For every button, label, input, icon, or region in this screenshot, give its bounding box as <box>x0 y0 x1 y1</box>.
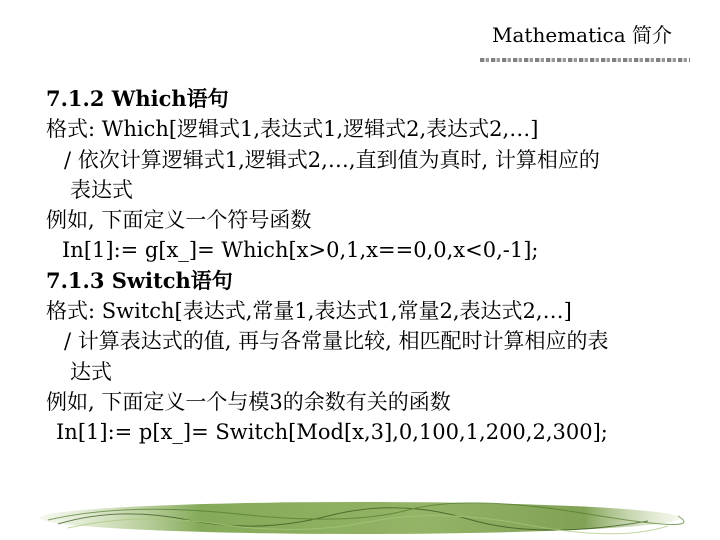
slide-content <box>46 84 706 448</box>
switch-description-line-2: 达式 <box>70 359 112 384</box>
switch-example-code: In[1]:= p[x_]= Switch[Mod[x,3],0,100,1,200,2,300]; <box>56 420 608 445</box>
which-description-line-1: / 依次计算逻辑式1,逻辑式2,…,直到值为真时, 计算相应的 <box>64 147 600 172</box>
which-example-code: In[1]:= g[x_]= Which[x>0,1,x==0,0,x<0,-1]; <box>62 238 539 263</box>
switch-description-line-1: / 计算表达式的值, 再与各常量比较, 相匹配时计算相应的表 <box>64 329 609 354</box>
section-heading-which: 7.1.2 Which语句 <box>46 86 229 111</box>
which-description-line-2: 表达式 <box>70 177 133 202</box>
switch-syntax-line: 格式: Switch[表达式,常量1,表达式1,常量2,表达式2,…] <box>46 299 572 324</box>
which-syntax-line: 格式: Which[逻辑式1,表达式1,逻辑式2,表达式2,…] <box>46 117 539 142</box>
header-decorative-rule <box>480 58 690 62</box>
section-heading-switch: 7.1.3 Switch语句 <box>46 267 233 293</box>
grass-decoration <box>28 494 692 536</box>
switch-example-intro: 例如, 下面定义一个与模3的余数有关的函数 <box>46 389 451 414</box>
page-header-title: Mathematica 简介 <box>492 23 672 47</box>
which-example-intro: 例如, 下面定义一个符号函数 <box>46 208 312 233</box>
